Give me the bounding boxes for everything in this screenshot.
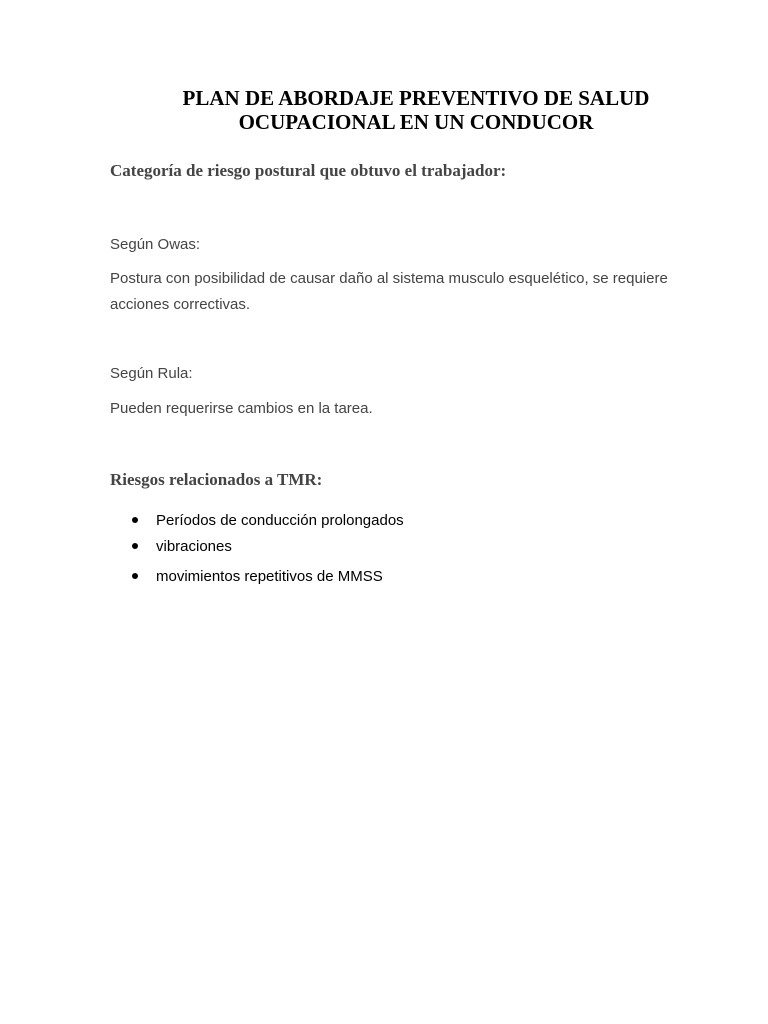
risk-item-label: Períodos de conducción prolongados bbox=[156, 512, 404, 529]
list-item bbox=[110, 534, 404, 560]
list-item bbox=[110, 562, 404, 592]
risk-item-label: vibraciones bbox=[156, 538, 232, 555]
rula-text: Pueden requerirse cambios en la tarea. bbox=[110, 400, 373, 417]
section-heading-postural-risk: Categoría de riesgo postural que obtuvo el trabajador: bbox=[110, 161, 507, 180]
section-heading-tmr-risks: Riesgos relacionados a TMR: bbox=[110, 470, 323, 489]
bullet-icon bbox=[132, 517, 138, 523]
owas-text: Postura con posibilidad de causar daño al sistema musculo esquelético, se requiere acciones correctivas. bbox=[110, 270, 668, 313]
risk-item-label: movimientos repetitivos de MMSS bbox=[156, 568, 383, 585]
rula-label: Según Rula: bbox=[110, 365, 193, 382]
bullet-icon bbox=[132, 573, 138, 579]
owas-label: Según Owas: bbox=[110, 236, 201, 253]
bullet-icon bbox=[132, 543, 138, 549]
document-title: PLAN DE ABORDAJE PREVENTIVO DE SALUD OCUPACIONAL EN UN CONDUCOR bbox=[182, 86, 650, 134]
list-item bbox=[110, 508, 404, 534]
risk-list bbox=[110, 508, 404, 592]
